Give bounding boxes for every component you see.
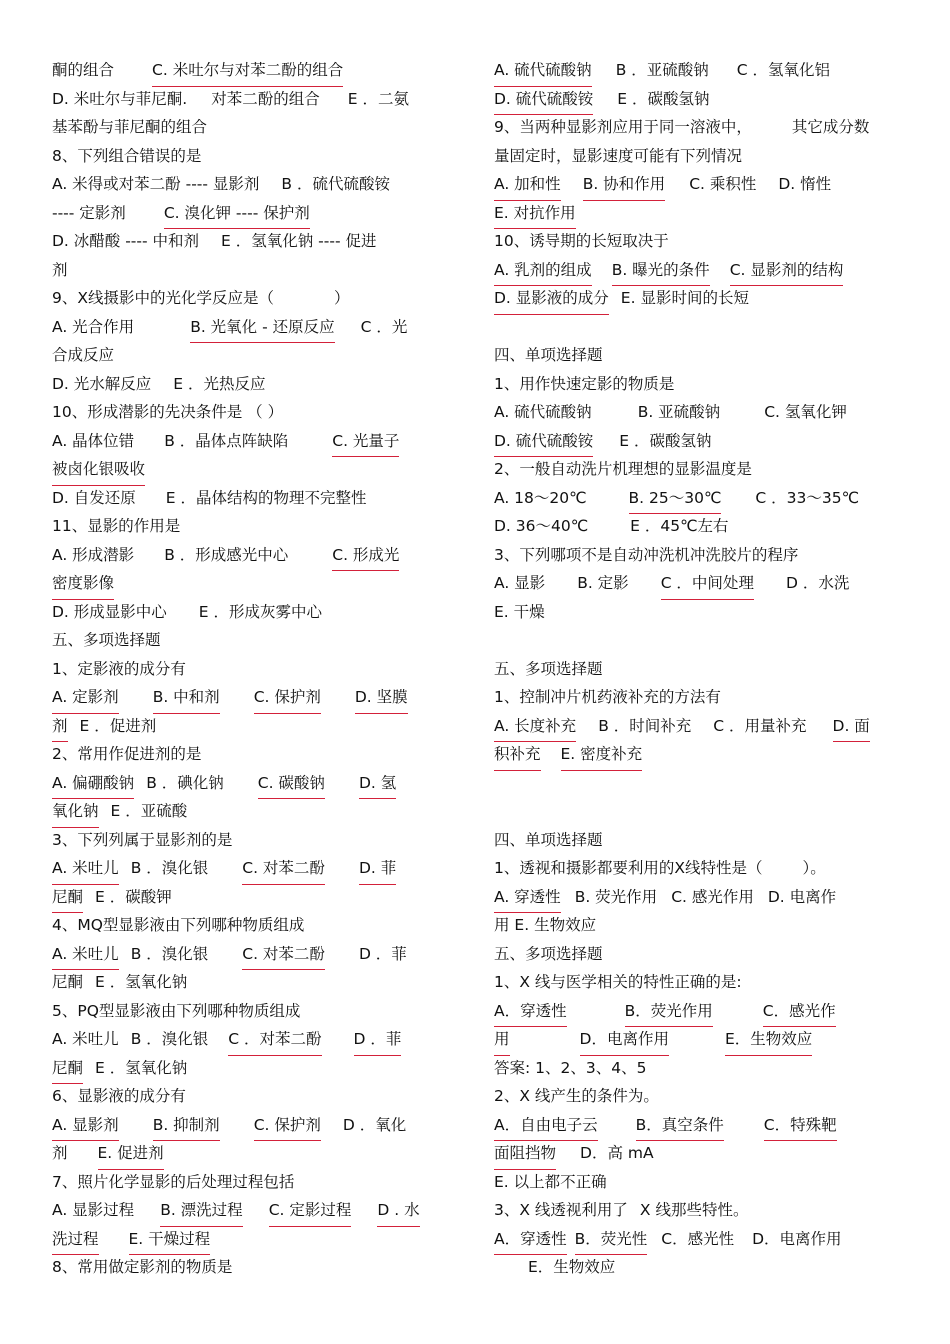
underlined-answer: C ．对苯二酚 [228,1025,321,1056]
text-line [494,1082,898,1111]
text-line [52,712,456,741]
text-line [52,655,456,684]
underlined-answer: 剂 [52,712,68,743]
underlined-answer: A. 穿透性 [494,883,561,914]
text-segment: D. 惰性 [778,175,832,193]
text-line [494,655,898,684]
text-line [52,769,456,798]
text-segment: 1、X 线与医学相关的特性正确的是: [494,973,742,991]
text-segment: A. 显影 [494,574,546,592]
text-segment: X线特性是（ [674,859,763,877]
text-line [494,199,898,228]
text-line [52,85,456,114]
underlined-answer: E．生物效应 [725,1025,812,1056]
underlined-answer: C. 定影过程 [269,1196,352,1227]
underlined-answer: C ．中间处理 [661,569,754,600]
text-segment: C ．光 [360,317,408,336]
text-line [52,398,456,427]
text-line [52,797,456,826]
text-segment: E. 以上都不正确 [494,1172,607,1191]
text-segment: B ．溴化银 [130,1030,209,1048]
text-line [494,1225,898,1254]
underlined-answer: C. 显影剂的结构 [730,256,844,287]
underlined-answer: B．荧光作用 [625,997,713,1028]
underlined-answer: B. 中和剂 [153,683,220,714]
text-segment: 9、X线摄影中的光化学反应是（ [52,289,274,307]
text-segment: 五、多项选择题 [52,631,161,649]
text-line [52,455,456,484]
text-line [494,997,898,1026]
underlined-answer: D. 坚膜 [355,683,408,714]
text-segment: 7、照片化学显影的后处理过程包括 [52,1172,295,1191]
text-segment: ） [333,289,350,307]
text-segment: E ．晶体结构的物理不完整性 [165,488,367,507]
text-segment: E ．光热反应 [173,374,266,393]
text-line [494,227,898,256]
underlined-answer: B．荧光性 [575,1225,648,1256]
text-line [52,56,456,85]
text-segment: A. 米吐儿 [52,1030,119,1048]
text-segment: D. 电离作 [767,887,837,906]
text-line [494,541,898,570]
underlined-answer: C. 光量子 [332,427,399,458]
text-line [494,769,898,798]
underlined-answer: A. 乳剂的组成 [494,256,592,287]
underlined-answer: D. 氢 [359,769,396,800]
text-segment: C．感光性 [661,1229,735,1248]
text-segment: D. 自发还原 [52,488,136,507]
underlined-answer: D. 硫代硫酸铵 [494,427,593,458]
text-segment: 四、单项选择题 [494,830,603,849]
underlined-answer: B. 抑制剂 [153,1111,220,1142]
text-segment: D ．水洗 [785,574,850,592]
underlined-answer: C. 保护剂 [254,1111,321,1142]
text-segment: X 线那些特性。 [639,1201,749,1219]
underlined-answer: 尼酮 [52,883,83,914]
underlined-answer: A. 加和性 [494,170,561,201]
underlined-answer: A. 长度补充 [494,712,576,743]
text-segment: 3、下列哪项不是自动冲洗机冲洗胶片的程序 [494,545,799,564]
text-line [52,626,456,655]
text-line [52,883,456,912]
text-segment: 五、多项选择题 [494,659,603,678]
text-segment: C. 乘积性 [689,175,757,193]
text-segment: 1、透视和摄影都要利用的 [494,859,675,877]
text-segment: 3、下列列属于显影剂的是 [52,830,233,849]
right-column [494,56,898,1282]
text-segment: D. 米吐尔与菲尼酮. [52,89,188,108]
text-segment: D. 形成显影中心 [52,602,167,621]
text-segment: A. 显影过程 [52,1201,135,1219]
text-line [494,911,898,940]
text-segment: A. 米得或对苯二酚 ---- 显影剂 [52,175,260,193]
text-line [52,598,456,627]
text-segment: C ．氢氧化铝 [736,61,831,79]
underlined-answer: C. 对苯二酚 [242,854,325,885]
underlined-answer: A. 偏硼酸钠 [52,769,134,800]
text-line [52,341,456,370]
text-line [494,341,898,370]
text-line [494,398,898,427]
underlined-answer: C. 碳酸钠 [258,769,325,800]
text-line [494,1054,898,1083]
text-line [494,512,898,541]
underlined-answer: A. 硫代硫酸钠 [494,56,592,87]
text-line [494,370,898,399]
text-segment: B. 亚硫酸钠 [637,403,721,421]
text-line [52,170,456,199]
text-segment: 11、显影的作用是 [52,517,181,535]
text-line [494,170,898,199]
text-segment: B ．时间补充 [598,716,692,735]
text-line [494,940,898,969]
text-segment: 6、显影液的成分有 [52,1087,186,1105]
underlined-answer: D. 硫代硫酸铵 [494,85,593,116]
text-line [494,883,898,912]
text-line [494,455,898,484]
text-segment: 其它成分数 [791,118,870,136]
text-line [52,1025,456,1054]
text-line [494,598,898,627]
text-segment: 8、常用做定影剂的物质是 [52,1258,233,1276]
underlined-answer: C. 溴化钾 ---- 保护剂 [164,199,310,230]
text-line [52,1225,456,1254]
underlined-answer: C．感光作 [763,997,836,1028]
text-segment: 10、形成潜影的先决条件是 （ ） [52,403,284,421]
text-segment: E ．45℃左右 [630,517,729,535]
text-segment: E ．形成灰雾中心 [198,602,323,621]
text-segment: B. 定影 [577,574,629,592]
underlined-answer: 被卤化银吸收 [52,455,145,486]
text-segment: 1、控制冲片机药液补充的方法有 [494,688,721,706]
text-line [52,284,456,313]
text-line [52,113,456,142]
text-line [52,740,456,769]
underlined-answer: B. 光氧化 - 还原反应 [190,313,334,344]
text-segment: 2、常用作促进剂的是 [52,745,202,763]
text-segment: E ．碳酸氢钠 [617,89,710,108]
text-line [52,370,456,399]
underlined-answer: A. 米吐儿 [52,940,119,971]
text-segment: 剂 [52,1144,68,1162]
underlined-answer: C．特殊靶 [764,1111,837,1142]
text-line [494,569,898,598]
text-segment: C. 氢氧化钾 [764,403,847,421]
text-line [494,427,898,456]
text-segment: 剂 [52,260,68,279]
text-line [494,85,898,114]
text-line [494,313,898,342]
text-segment: ）。 [802,859,826,877]
text-segment: E ．亚硫酸 [110,802,188,820]
text-line [494,1168,898,1197]
text-segment: D. 冰醋酸 ---- 中和剂 [52,232,200,250]
text-line [494,256,898,285]
text-segment: B ．亚硫酸钠 [615,61,709,79]
text-line [494,797,898,826]
text-segment: A. 光合作用 [52,317,135,336]
text-line [52,826,456,855]
underlined-answer: A．自由电子云 [494,1111,598,1142]
underlined-answer: D. 面 [833,712,870,743]
text-line [52,1168,456,1197]
text-line [52,541,456,570]
text-line [52,1139,456,1168]
text-segment: 2、X 线产生的条件为。 [494,1087,659,1105]
underlined-answer: A. 米吐儿 [52,854,119,885]
text-segment: C. 感光作用 [671,887,754,906]
text-segment: 2、一般自动洗片机理想的显影温度是 [494,460,752,478]
text-segment: B ．溴化银 [130,944,209,963]
text-line [52,911,456,940]
text-line [52,1253,456,1282]
text-line [494,1253,898,1282]
underlined-answer: B．真空条件 [636,1111,724,1142]
text-segment: E ．碳酸钾 [95,887,172,906]
text-segment: D ．氧化 [342,1115,407,1134]
text-line [52,940,456,969]
underlined-answer: 积补充 [494,740,541,771]
text-segment: D．高 mA [580,1144,654,1162]
text-segment: ---- 定影剂 [52,203,126,222]
text-line [494,56,898,85]
text-line [494,683,898,712]
text-line [494,626,898,655]
underlined-answer: A. 定影剂 [52,683,119,714]
text-segment: 合成反应 [52,346,115,364]
text-line [52,512,456,541]
text-line [494,113,898,142]
underlined-answer: D．电离作用 [580,1025,669,1056]
text-segment: 四、单项选择题 [494,346,603,364]
text-segment: A. 硫代硫酸钠 [494,403,592,421]
text-line [52,1054,456,1083]
text-segment: 答案: 1、2、3、4、5 [494,1058,647,1077]
underlined-answer: A. 显影剂 [52,1111,119,1142]
text-segment: 4、MQ型显影液由下列哪种物质组成 [52,916,305,934]
underlined-answer: D. 显影液的成分 [494,284,609,315]
text-line [494,1196,898,1225]
text-segment: D. 36～40℃ [494,517,589,535]
underlined-answer: C. 米吐尔与对苯二酚的组合 [152,56,343,87]
text-segment: E．生物效应 [528,1258,616,1276]
text-segment: E ．促进剂 [79,716,157,735]
text-line [52,199,456,228]
underlined-answer: C. 形成光 [332,541,399,572]
text-segment: B ．硫代硫酸铵 [281,175,390,193]
underlined-answer: E. 促进剂 [98,1139,164,1170]
text-segment: B ．形成感光中心 [164,545,289,564]
text-line [52,854,456,883]
text-segment: 1、用作快速定影的物质是 [494,374,675,393]
text-segment: B. 荧光作用 [574,887,658,906]
underlined-answer: D . 水 [377,1196,419,1227]
text-segment: 8、下列组合错误的是 [52,146,202,165]
underlined-answer: E. 干燥过程 [129,1225,211,1256]
text-segment: C ．用量补充 [713,716,807,735]
text-segment: 对苯二酚的组合 [211,89,320,108]
underlined-answer: E. 对抗作用 [494,199,576,230]
text-segment: E ．氢氧化钠 [95,973,188,991]
text-line [52,1111,456,1140]
underlined-answer: A．穿透性 [494,1225,567,1256]
text-segment: B ．碘化钠 [146,773,224,792]
text-segment: 酮的组合 [52,61,115,79]
underlined-answer: 用 [494,1025,510,1056]
text-segment: E ．碳酸氢钠 [619,431,712,450]
text-segment: A. 晶体位错 [52,431,135,450]
underlined-answer: C. 对苯二酚 [242,940,325,971]
text-line [52,227,456,256]
text-segment: 用 E. 生物效应 [494,916,597,934]
underlined-answer: C. 保护剂 [254,683,321,714]
text-line [52,256,456,285]
text-line [52,997,456,1026]
text-segment: 尼酮 [52,973,84,991]
text-line [494,826,898,855]
underlined-answer: A．穿透性 [494,997,567,1028]
text-segment: E. 干燥 [494,602,545,621]
underlined-answer: E. 密度补充 [561,740,643,771]
underlined-answer: B. 曝光的条件 [612,256,710,287]
underlined-answer: 密度影像 [52,569,114,600]
text-segment: 基苯酚与菲尼酮的组合 [52,118,208,136]
text-line [52,142,456,171]
text-segment: A. 形成潜影 [52,545,135,564]
text-segment: 10、诱导期的长短取决于 [494,232,669,250]
text-line [494,142,898,171]
text-segment: 五、多项选择题 [494,944,603,963]
text-line [52,427,456,456]
text-segment: C ．33～35℃ [755,488,859,507]
underlined-answer: D. 菲 [359,854,396,885]
text-line [52,968,456,997]
underlined-answer: B. 漂洗过程 [160,1196,243,1227]
text-segment: D ．菲 [358,944,407,963]
underlined-answer: 洗过程 [52,1225,99,1256]
text-line [494,284,898,313]
text-segment: D. 光水解反应 [52,374,152,393]
text-segment: 9、当两种显影剂应用于同一溶液中， [494,118,752,136]
text-segment: 量固定时，显影速度可能有下列情况 [494,146,743,165]
text-segment: E ．氢氧化钠 [95,1058,188,1077]
underlined-answer: D ．菲 [354,1025,402,1056]
text-line [52,1082,456,1111]
text-line [52,313,456,342]
text-line [494,1139,898,1168]
text-segment: 3、X 线透视利用了 [494,1201,628,1219]
underlined-answer: B. 25～30℃ [629,484,722,515]
text-line [494,1111,898,1140]
text-line [494,484,898,513]
text-segment: E. 显影时间的长短 [620,289,749,307]
text-line [52,569,456,598]
text-segment: D．电离作用 [752,1229,842,1248]
text-line [494,740,898,769]
text-line [494,712,898,741]
text-line [494,1025,898,1054]
text-segment: E ．氢氧化钠 ---- 促进 [221,232,377,250]
text-segment: 5、PQ型显影液由下列哪种物质组成 [52,1001,301,1020]
text-segment: B ．溴化银 [130,859,209,877]
text-line [52,1196,456,1225]
text-line [52,484,456,513]
left-column [52,56,456,1282]
text-segment: 1、定影液的成分有 [52,659,186,678]
text-line [52,683,456,712]
text-line [494,968,898,997]
underlined-answer: B. 协和作用 [583,170,666,201]
underlined-answer: 尼酮 [52,1054,83,1085]
underlined-answer: 氧化钠 [52,797,99,828]
text-segment: B ．晶体点阵缺陷 [164,431,289,450]
underlined-answer: 面阻挡物 [494,1139,556,1170]
text-segment: A. 18～20℃ [494,488,587,507]
text-line [494,854,898,883]
text-segment: E ．二氨 [347,89,409,108]
